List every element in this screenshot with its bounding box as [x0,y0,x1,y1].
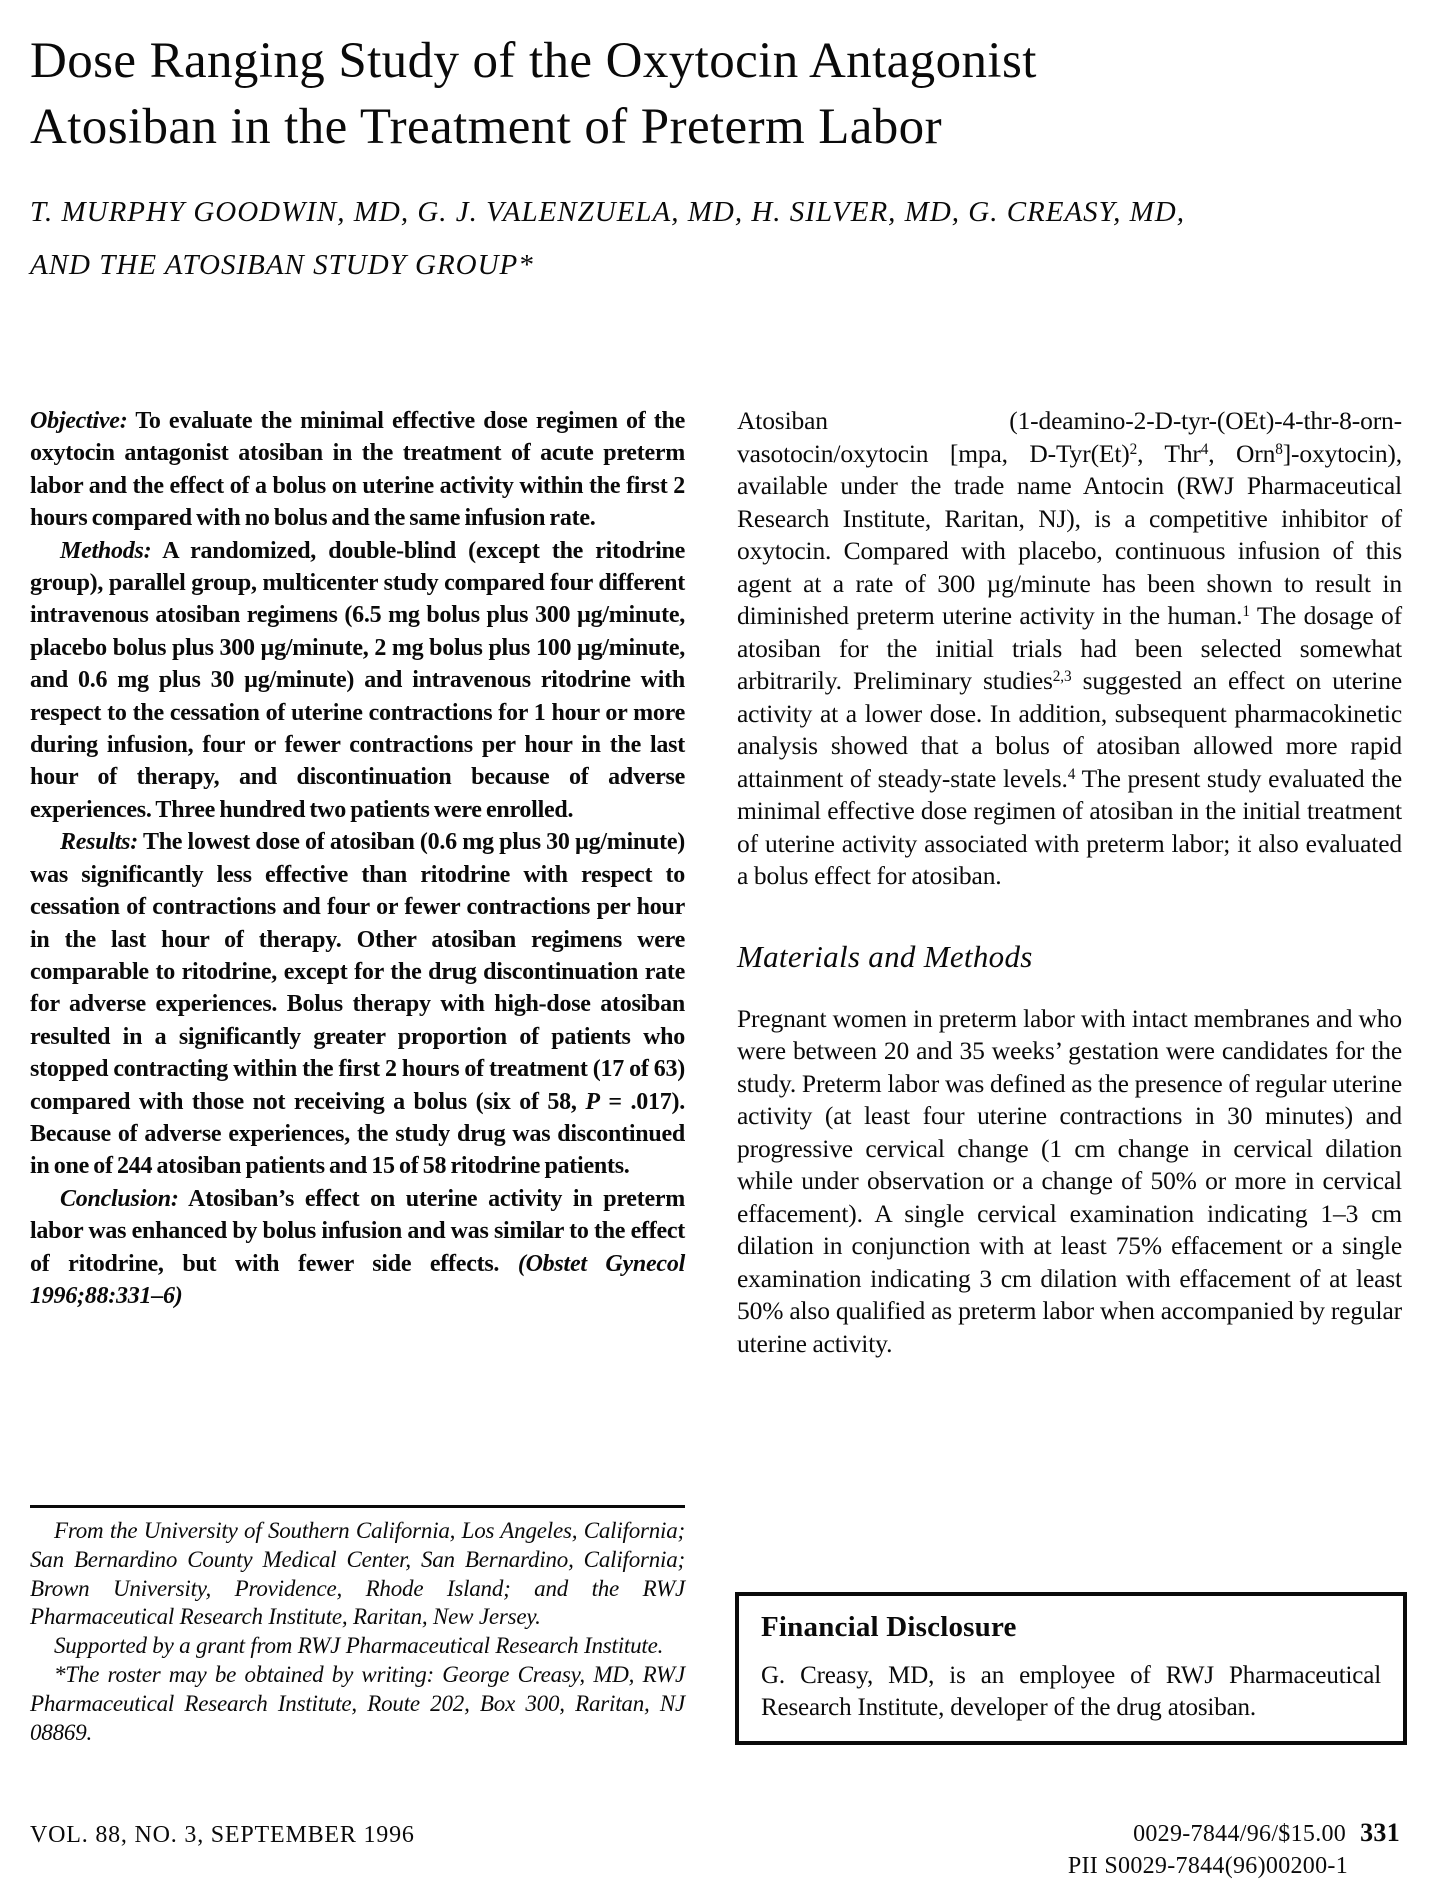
footer-issn-price: 0029-7844/96/$15.00 [1133,1821,1347,1847]
abstract-conclusion-label: Conclusion: [60,1185,179,1212]
financial-disclosure-body: G. Creasy, MD, is an employee of RWJ Pharmaceutical Research Institute, developer of the drug atosiban. [761,1662,1381,1721]
abstract-methods-text: A randomized, double-blind (except the ritodrine group), parallel group, multicenter study compared four different intravenous atosiban regimens (6.5 mg bolus plus 300 µg/minute, placebo bolus plus 300 µg/minute, 2 mg bolus plus 100 µg/minute, and 0.6 mg plus 30 µg/minute) and intravenous ritodrine with respect to the cessation of uterine contractions for 1 hour or more during infusion, four or fewer contractions per hour in the last hour of therapy, and discontinuation because of adverse experiences. Three hundred two patients were enrolled. [30,537,685,823]
title-line-1: Dose Ranging Study of the Oxytocin Antagonist [30,33,1037,89]
abstract-conclusion-text: Atosiban’s effect on uterine activity in preterm labor was enhanced by bolus infusion and was similar to the effect of ritodrine, but with fewer side effects. (Obstet Gynecol 1996;88:331–6) [30,1185,685,1309]
title-line-2: Atosiban in the Treatment of Preterm Labor [30,99,942,155]
footer-right-block [900,1818,1400,1880]
abstract-column [30,405,685,1312]
financial-disclosure-heading: Financial Disclosure [761,1611,1017,1643]
body-column [737,405,1402,1360]
section-heading-materials-and-methods: Materials and Methods [737,938,1033,974]
footnote-roster: *The roster may be obtained by writing: George Creasy, MD, RWJ Pharmaceutical Research Institute, Route 202, Box 300, Raritan, NJ 08869. [30,1661,685,1745]
abstract-methods-label: Methods: [60,537,152,564]
footnote-support: Supported by a grant from RWJ Pharmaceutical Research Institute. [54,1633,664,1659]
footer-issn-price-line [900,1818,1400,1848]
abstract-objective-paragraph [30,405,685,535]
footer-volume-line: VOL. 88, NO. 3, SEPTEMBER 1996 [30,1822,415,1848]
authors-line-1: T. MURPHY GOODWIN, MD, G. J. VALENZUELA, MD, H. SILVER, MD, G. CREASY, MD, [30,196,1186,228]
affiliation-footnote [30,1505,685,1747]
abstract-objective-text: To evaluate the minimal effective dose regimen of the oxytocin antagonist atosiban in the treatment of acute preterm labor and the effect of a bolus on uterine activity within the first 2 hours compared with no bolus and the same infusion rate. [30,408,685,532]
intro-paragraph: Atosiban (1-deamino-2-D-tyr-(OEt)-4-thr-8-orn-vasotocin/oxytocin [mpa, $D-Tyr(Et)^2$, Thr$^4$, Orn$^8$]-oxytocin), available under the trade name Antocin (RWJ Pharmaceutical Research Institute, Raritan, NJ), is a competitive inhibitor of oxytocin. Compared with placebo, continuous infusion of this agent at a rate of 300 µg/minute has been shown to result in diminished preterm uterine activity in the human.$^1$ The dosage of atosiban for the initial trials had been selected somewhat arbitrarily. Preliminary studies$^{2,3}$ suggested an effect on uterine activity at a lower dose. In addition, subsequent pharmacokinetic analysis showed that a bolus of atosiban allowed more rapid attainment of steady-state levels.$^4$ The present study evaluated the minimal effective dose regimen of atosiban in the initial treatment of uterine activity associated with preterm labor; it also evaluated a bolus effect for atosiban. [737,406,1402,890]
footnote-affiliations: From the University of Southern California, Los Angeles, California; San Bernardino County Medical Center, San Bernardino, California; Brown University, Providence, Rhode Island; and the RWJ Pharmaceutical Research Institute, Raritan, New Jersey. [30,1518,685,1630]
abstract-results-text: The lowest dose of atosiban (0.6 mg plus 30 µg/minute) was significantly less effective than ritodrine with respect to cessation of contractions and four or fewer contractions per hour in the last hour of therapy. Other atosiban regimens were comparable to ritodrine, except for the drug discontinuation rate for adverse experiences. Bolus therapy with high-dose atosiban resulted in a significantly greater proportion of patients who stopped contracting within the first 2 hours of treatment (17 of 63) compared with those not receiving a bolus (six of 58, P = .017). Because of adverse experiences, the study drug was discontinued in one of 244 atosiban patients and 15 of 58 ritodrine patients. [30,829,685,1180]
abstract-results-label: Results: [60,829,139,856]
footer-pii: PII S0029-7844(96)00200-1 [1067,1853,1348,1879]
abstract-methods-paragraph [30,535,685,827]
abstract-objective-label: Objective: [30,408,128,434]
article-title [30,28,1410,160]
methods-paragraph: Pregnant women in preterm labor with intact membranes and who were between 20 and 35 weeks’ gestation were candidates for the study. Preterm labor was defined as the presence of regular uterine activity (at least four uterine contractions in 30 minutes) and progressive cervical change (1 cm change in cervical dilation while under observation or a change of 50% or more in cervical effacement). A single cervical examination indicating 1–3 cm dilation in conjunction with at least 75% effacement or a single examination indicating 3 cm dilation with effacement of at least 50% also qualified as preterm labor when accompanied by regular uterine activity. [737,1003,1402,1358]
authors-line-2: AND THE ATOSIBAN STUDY GROUP* [30,249,534,281]
financial-disclosure-box [735,1592,1407,1745]
footer-page-number: 331 [1360,1818,1400,1847]
author-byline [30,186,1420,292]
abstract-results-paragraph [30,826,685,1182]
abstract-conclusion-paragraph [30,1183,685,1313]
